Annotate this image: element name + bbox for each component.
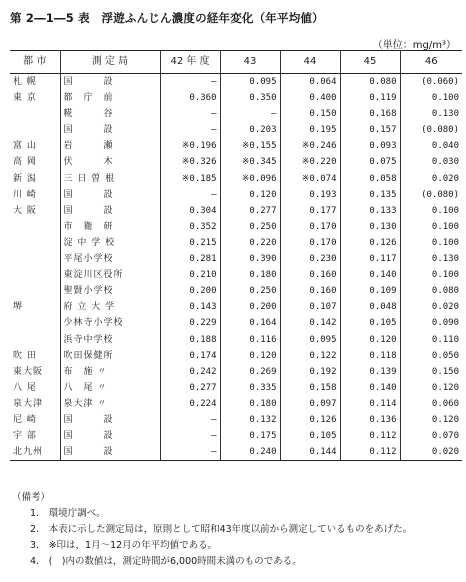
table-row bbox=[10, 299, 462, 315]
cell-year-44: 0.192 bbox=[280, 364, 340, 380]
cell-city: 大 阪 bbox=[10, 203, 60, 219]
cell-year-44: 0.107 bbox=[280, 299, 340, 315]
table-row bbox=[10, 251, 462, 267]
note-item: 3. ※印は，1月～12月の年平均値である。 bbox=[30, 540, 218, 551]
cell-station: 岩 瀬 bbox=[60, 138, 160, 154]
header-station: 測 定 局 bbox=[60, 51, 160, 74]
cell-year-46: 0.100 bbox=[431, 93, 459, 104]
cell-year-42: 0.242 bbox=[160, 364, 220, 380]
cell-station: 東淀川区役所 bbox=[60, 267, 160, 283]
cell-year-45: 0.075 bbox=[340, 154, 400, 170]
cell-year-44: ※0.074 bbox=[280, 171, 340, 187]
cell-year-46: 0.070 bbox=[431, 431, 459, 442]
cell-city bbox=[10, 235, 60, 251]
header-year-42: 42 年 度 bbox=[160, 51, 220, 74]
cell-year-44: 0.160 bbox=[280, 267, 340, 283]
cell-year-45: 0.157 bbox=[340, 122, 400, 138]
cell-year-44: 0.195 bbox=[280, 122, 340, 138]
cell-year-45: 0.168 bbox=[340, 106, 400, 122]
cell-city: 新 潟 bbox=[10, 171, 60, 187]
cell-city bbox=[10, 122, 60, 138]
cell-year-42: 0.200 bbox=[160, 283, 220, 299]
cell-year-43: 0.116 bbox=[220, 332, 280, 348]
cell-year-43: ※0.096 bbox=[220, 171, 280, 187]
cell-year-42: 0.229 bbox=[160, 315, 220, 331]
table-row bbox=[10, 444, 462, 461]
cell-station: 吹田保健所 bbox=[60, 348, 160, 364]
unit-label: （単位：mg/m³） bbox=[372, 40, 456, 51]
cell-year-43: ― bbox=[220, 106, 280, 122]
cell-year-45: 0.112 bbox=[340, 428, 400, 444]
cell-year-45: 0.130 bbox=[340, 219, 400, 235]
cell-station: 泉大津 〃 bbox=[60, 396, 160, 412]
cell-year-45: 0.114 bbox=[340, 396, 400, 412]
cell-year-43: 0.164 bbox=[220, 315, 280, 331]
cell-year-45: 0.133 bbox=[340, 203, 400, 219]
cell-station: 国 設 bbox=[60, 203, 160, 219]
cell-year-44: 0.097 bbox=[280, 396, 340, 412]
cell-year-46: 0.020 bbox=[400, 444, 462, 461]
cell-year-44: 0.105 bbox=[280, 428, 340, 444]
table-row bbox=[10, 380, 462, 396]
cell-year-45: 0.140 bbox=[340, 380, 400, 396]
table-row bbox=[10, 235, 462, 251]
cell-year-43: 0.240 bbox=[220, 444, 280, 461]
cell-year-42: ― bbox=[160, 444, 220, 461]
cell-year-44: 0.193 bbox=[280, 187, 340, 203]
cell-year-45: 0.136 bbox=[340, 412, 400, 428]
header-year-46: 46 bbox=[400, 51, 462, 74]
table-row bbox=[10, 219, 462, 235]
cell-station: 八 尾 〃 bbox=[60, 380, 160, 396]
table-body bbox=[10, 74, 462, 461]
cell-year-44: 0.158 bbox=[280, 380, 340, 396]
table-row bbox=[10, 138, 462, 154]
cell-year-46: 0.130 bbox=[431, 254, 459, 265]
cell-year-44: 0.170 bbox=[280, 219, 340, 235]
cell-year-43: ※0.155 bbox=[220, 138, 280, 154]
header-year-45: 45 bbox=[340, 51, 400, 74]
cell-city: 川 崎 bbox=[10, 187, 60, 203]
cell-year-43: 0.200 bbox=[220, 299, 280, 315]
cell-year-45: 0.105 bbox=[340, 315, 400, 331]
cell-station: 国 設 bbox=[60, 428, 160, 444]
cell-station: 国 設 bbox=[60, 187, 160, 203]
note-item: 2. 本表に示した測定局は，原則として昭和43年度以前から測定しているものをあげた。 bbox=[30, 524, 413, 535]
cell-year-42: 0.352 bbox=[160, 219, 220, 235]
cell-year-42: ― bbox=[160, 428, 220, 444]
cell-city bbox=[10, 283, 60, 299]
cell-year-42: 0.277 bbox=[160, 380, 220, 396]
cell-city bbox=[10, 315, 60, 331]
cell-station: 糀 谷 bbox=[60, 106, 160, 122]
cell-station: 聖賢小学校 bbox=[60, 283, 160, 299]
table-row bbox=[10, 412, 462, 428]
cell-city: 吹 田 bbox=[10, 348, 60, 364]
cell-year-42: 0.210 bbox=[160, 267, 220, 283]
cell-year-42: ― bbox=[160, 106, 220, 122]
note-item: 4. ( )内の数値は，測定時間が6,000時間未満のものである。 bbox=[30, 556, 302, 567]
cell-year-45: 0.139 bbox=[340, 364, 400, 380]
cell-year-42: 0.143 bbox=[160, 299, 220, 315]
cell-year-43: 0.250 bbox=[220, 219, 280, 235]
cell-year-43: 0.250 bbox=[220, 283, 280, 299]
cell-year-42: ― bbox=[160, 122, 220, 138]
cell-year-42: 0.215 bbox=[160, 235, 220, 251]
cell-year-43: 0.180 bbox=[220, 396, 280, 412]
cell-station: 淀 中 学 校 bbox=[60, 235, 160, 251]
cell-year-42: 0.281 bbox=[160, 251, 220, 267]
cell-station: 国 設 bbox=[60, 444, 160, 461]
cell-year-44: 0.150 bbox=[280, 106, 340, 122]
header-city: 都 市 bbox=[10, 51, 60, 74]
cell-city: 八 尾 bbox=[10, 380, 60, 396]
cell-year-45: 0.048 bbox=[340, 299, 400, 315]
cell-year-42: ― bbox=[160, 74, 220, 91]
cell-year-45: 0.109 bbox=[340, 283, 400, 299]
cell-year-46: 0.030 bbox=[431, 157, 459, 168]
header-year-43: 43 bbox=[220, 51, 280, 74]
cell-city bbox=[10, 332, 60, 348]
cell-year-46: (0.080) bbox=[421, 189, 459, 200]
cell-year-45: 0.112 bbox=[340, 444, 400, 461]
cell-city: 高 岡 bbox=[10, 154, 60, 170]
cell-year-44: 0.126 bbox=[280, 412, 340, 428]
cell-year-43: ※0.345 bbox=[220, 154, 280, 170]
table-row bbox=[10, 332, 462, 348]
cell-year-46: 0.120 bbox=[431, 414, 459, 425]
note-item: 1. 環境庁調べ。 bbox=[30, 508, 106, 519]
cell-year-43: 0.269 bbox=[220, 364, 280, 380]
cell-station: 府 立 大 学 bbox=[60, 299, 160, 315]
cell-year-42: 0.224 bbox=[160, 396, 220, 412]
cell-year-46: 0.100 bbox=[431, 221, 459, 232]
cell-year-45: 0.135 bbox=[340, 187, 400, 203]
cell-city bbox=[10, 267, 60, 283]
cell-station: 伏 木 bbox=[60, 154, 160, 170]
cell-year-42: 0.360 bbox=[160, 90, 220, 106]
table-row bbox=[10, 122, 462, 138]
cell-year-45: 0.118 bbox=[340, 348, 400, 364]
cell-station: 国 設 bbox=[60, 412, 160, 428]
cell-year-46: (0.080) bbox=[421, 125, 459, 136]
cell-year-45: 0.120 bbox=[340, 332, 400, 348]
cell-year-46: 0.100 bbox=[431, 270, 459, 281]
table-row bbox=[10, 348, 462, 364]
cell-station: 浜寺中学校 bbox=[60, 332, 160, 348]
cell-year-43: 0.390 bbox=[220, 251, 280, 267]
cell-year-46: 0.100 bbox=[431, 205, 459, 216]
table-row bbox=[10, 283, 462, 299]
cell-year-46: 0.060 bbox=[431, 398, 459, 409]
cell-city bbox=[10, 251, 60, 267]
cell-station: 平尾小学校 bbox=[60, 251, 160, 267]
header-year-44: 44 bbox=[280, 51, 340, 74]
cell-year-43: 0.120 bbox=[220, 348, 280, 364]
header-row bbox=[10, 51, 462, 74]
cell-year-44: 0.144 bbox=[280, 444, 340, 461]
cell-year-45: 0.080 bbox=[340, 74, 400, 91]
cell-year-46: 0.120 bbox=[431, 382, 459, 393]
cell-year-46: 0.020 bbox=[431, 173, 459, 184]
cell-station: 布 施 〃 bbox=[60, 364, 160, 380]
cell-year-43: 0.203 bbox=[220, 122, 280, 138]
cell-city bbox=[10, 219, 60, 235]
table-row bbox=[10, 364, 462, 380]
cell-year-42: 0.304 bbox=[160, 203, 220, 219]
cell-year-44: 0.142 bbox=[280, 315, 340, 331]
cell-year-42: 0.174 bbox=[160, 348, 220, 364]
cell-year-45: 0.126 bbox=[340, 235, 400, 251]
cell-year-46: 0.020 bbox=[431, 302, 459, 313]
cell-year-44: 0.160 bbox=[280, 283, 340, 299]
table-title: 第 2―1―5 表 浮遊ふんじん濃度の経年変化（年平均値） bbox=[10, 11, 324, 25]
cell-city: 東大阪 bbox=[10, 364, 60, 380]
cell-station: 少林寺小学校 bbox=[60, 315, 160, 331]
cell-year-44: 0.095 bbox=[280, 332, 340, 348]
table-row bbox=[10, 154, 462, 170]
cell-year-45: 0.093 bbox=[340, 138, 400, 154]
cell-year-45: 0.119 bbox=[340, 90, 400, 106]
cell-year-45: 0.058 bbox=[340, 171, 400, 187]
cell-year-44: ※0.246 bbox=[280, 138, 340, 154]
cell-year-43: 0.132 bbox=[220, 412, 280, 428]
notes-section bbox=[12, 490, 412, 570]
cell-year-46: 0.090 bbox=[431, 318, 459, 329]
cell-year-43: 0.335 bbox=[220, 380, 280, 396]
table-row bbox=[10, 90, 462, 106]
cell-city: 尼 崎 bbox=[10, 412, 60, 428]
cell-year-44: 0.170 bbox=[280, 235, 340, 251]
cell-year-46: (0.060) bbox=[421, 77, 459, 87]
table-row bbox=[10, 187, 462, 203]
cell-city: 宇 部 bbox=[10, 428, 60, 444]
cell-year-42: 0.188 bbox=[160, 332, 220, 348]
cell-city: 東 京 bbox=[10, 90, 60, 106]
cell-year-43: 0.277 bbox=[220, 203, 280, 219]
cell-year-45: 0.140 bbox=[340, 267, 400, 283]
cell-year-44: 0.230 bbox=[280, 251, 340, 267]
cell-year-43: 0.095 bbox=[220, 74, 280, 91]
cell-year-43: 0.175 bbox=[220, 428, 280, 444]
cell-year-42: ※0.196 bbox=[160, 138, 220, 154]
cell-city: 泉大津 bbox=[10, 396, 60, 412]
cell-year-46: 0.050 bbox=[431, 350, 459, 361]
cell-year-45: 0.117 bbox=[340, 251, 400, 267]
cell-city: 北九州 bbox=[10, 444, 60, 461]
dust-concentration-table bbox=[10, 50, 462, 461]
cell-year-42: ― bbox=[160, 412, 220, 428]
cell-station: 国 設 bbox=[60, 74, 160, 91]
cell-station: 市 衛 研 bbox=[60, 219, 160, 235]
cell-city: 堺 bbox=[10, 299, 60, 315]
cell-city: 札 幌 bbox=[10, 74, 60, 91]
cell-year-46: 0.100 bbox=[431, 237, 459, 248]
cell-station: 三 日 曽 根 bbox=[60, 171, 160, 187]
cell-year-43: 0.220 bbox=[220, 235, 280, 251]
table-row bbox=[10, 267, 462, 283]
cell-year-42: ※0.185 bbox=[160, 171, 220, 187]
cell-year-42: ※0.326 bbox=[160, 154, 220, 170]
table-row bbox=[10, 315, 462, 331]
cell-year-44: 0.400 bbox=[280, 90, 340, 106]
cell-station: 国 設 bbox=[60, 122, 160, 138]
notes-heading: （備考） bbox=[12, 492, 51, 503]
cell-city bbox=[10, 106, 60, 122]
cell-year-46: 0.150 bbox=[431, 366, 459, 377]
cell-year-43: 0.120 bbox=[220, 187, 280, 203]
cell-year-43: 0.180 bbox=[220, 267, 280, 283]
table-row bbox=[10, 106, 462, 122]
cell-station: 都 庁 前 bbox=[60, 90, 160, 106]
table-row bbox=[10, 171, 462, 187]
cell-year-44: ※0.220 bbox=[280, 154, 340, 170]
cell-year-44: 0.122 bbox=[280, 348, 340, 364]
table-row bbox=[10, 74, 462, 91]
cell-year-44: 0.177 bbox=[280, 203, 340, 219]
cell-year-46: 0.080 bbox=[431, 286, 459, 297]
cell-year-42: ― bbox=[160, 187, 220, 203]
cell-year-43: 0.350 bbox=[220, 90, 280, 106]
table-row bbox=[10, 428, 462, 444]
cell-year-46: 0.110 bbox=[431, 334, 459, 345]
cell-year-44: 0.064 bbox=[280, 74, 340, 91]
table-row bbox=[10, 396, 462, 412]
cell-year-46: 0.040 bbox=[431, 141, 459, 152]
cell-city: 富 山 bbox=[10, 138, 60, 154]
cell-year-46: 0.130 bbox=[431, 109, 459, 120]
table-row bbox=[10, 203, 462, 219]
